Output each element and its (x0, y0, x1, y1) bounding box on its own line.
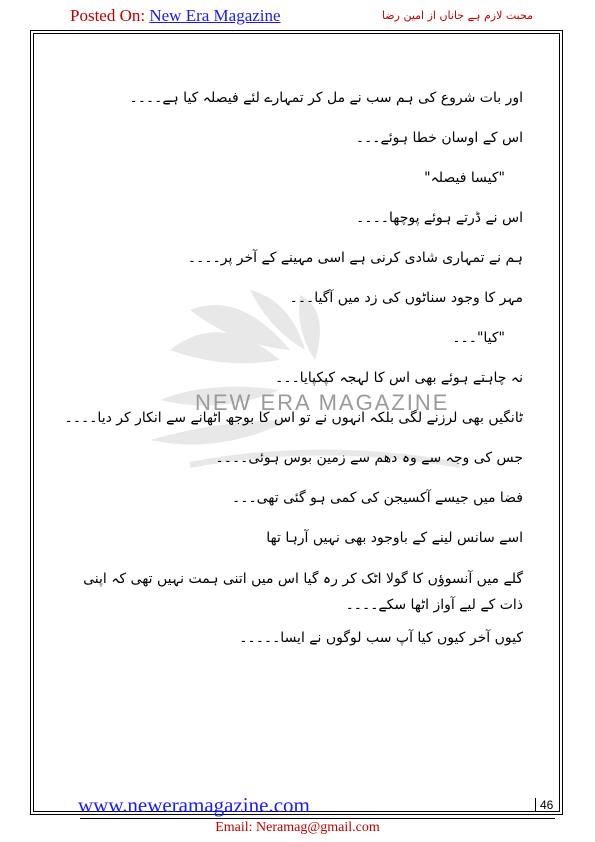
story-line: گلے میں آنسوؤں کا گولا اٹک کر رہ گیا اس میں اتنی ہمت نہیں تھی کہ اپنی ذات کے لیے آواز اٹھا سکے۔۔۔۔ (83, 571, 523, 613)
page-number: 46 (535, 798, 553, 812)
story-line: فضا میں جیسے آکسیجن کی کمی ہو گئی تھی۔۔۔ (232, 490, 523, 506)
story-line: اس کے اوسان خطا ہوئے۔۔۔ (355, 130, 523, 146)
story-line: کیوں آخر کیوں کیا آپ سب لوگوں نے ایسا۔۔۔۔۔ (239, 630, 523, 646)
contact-email: Email: Neramag@gmail.com (215, 820, 380, 835)
footer-divider (80, 818, 555, 819)
book-title: محبت لازم ہے جاناں از امین رضا (381, 9, 533, 22)
story-text (64, 78, 523, 658)
posted-on-header (70, 6, 281, 26)
story-line: اسے سانس لینے کے باوجود بھی نہیں آرہا تھا (266, 530, 523, 546)
magazine-link[interactable]: New Era Magazine (149, 6, 281, 25)
posted-on-label: Posted On: (70, 6, 146, 25)
story-line: "کیا"۔۔۔ (452, 330, 505, 346)
story-line: جس کی وجہ سے وہ دھم سے زمین بوس ہوئی۔۔۔۔ (215, 450, 523, 466)
story-line: اور بات شروع کی ہم سب نے مل کر تمہارے لئے فیصلہ کیا ہے۔۔۔۔ (129, 90, 523, 106)
website-link[interactable]: www.neweramagazine.com (78, 793, 310, 817)
story-line: ٹانگیں بھی لرزنے لگی بلکہ انہوں نے تو اس کا بوجھ اٹھانے سے انکار کر دیا۔۔۔۔ (64, 410, 523, 426)
story-line: اس نے ڈرتے ہوئے پوچھا۔۔۔۔ (356, 210, 523, 226)
story-line: ہم نے تمہاری شادی کرنی ہے اسی مہینے کے آخر پر۔۔۔۔ (187, 250, 523, 266)
story-line: نہ چاہتے ہوئے بھی اس کا لہجہ کپکپایا۔۔۔ (275, 370, 523, 386)
story-line: "کیسا فیصلہ" (424, 170, 505, 186)
story-line: مہر کا وجود سناٹوں کی زد میں آگیا۔۔۔ (289, 290, 523, 306)
watermark-text: NEW ERA MAGAZINE (195, 390, 450, 415)
